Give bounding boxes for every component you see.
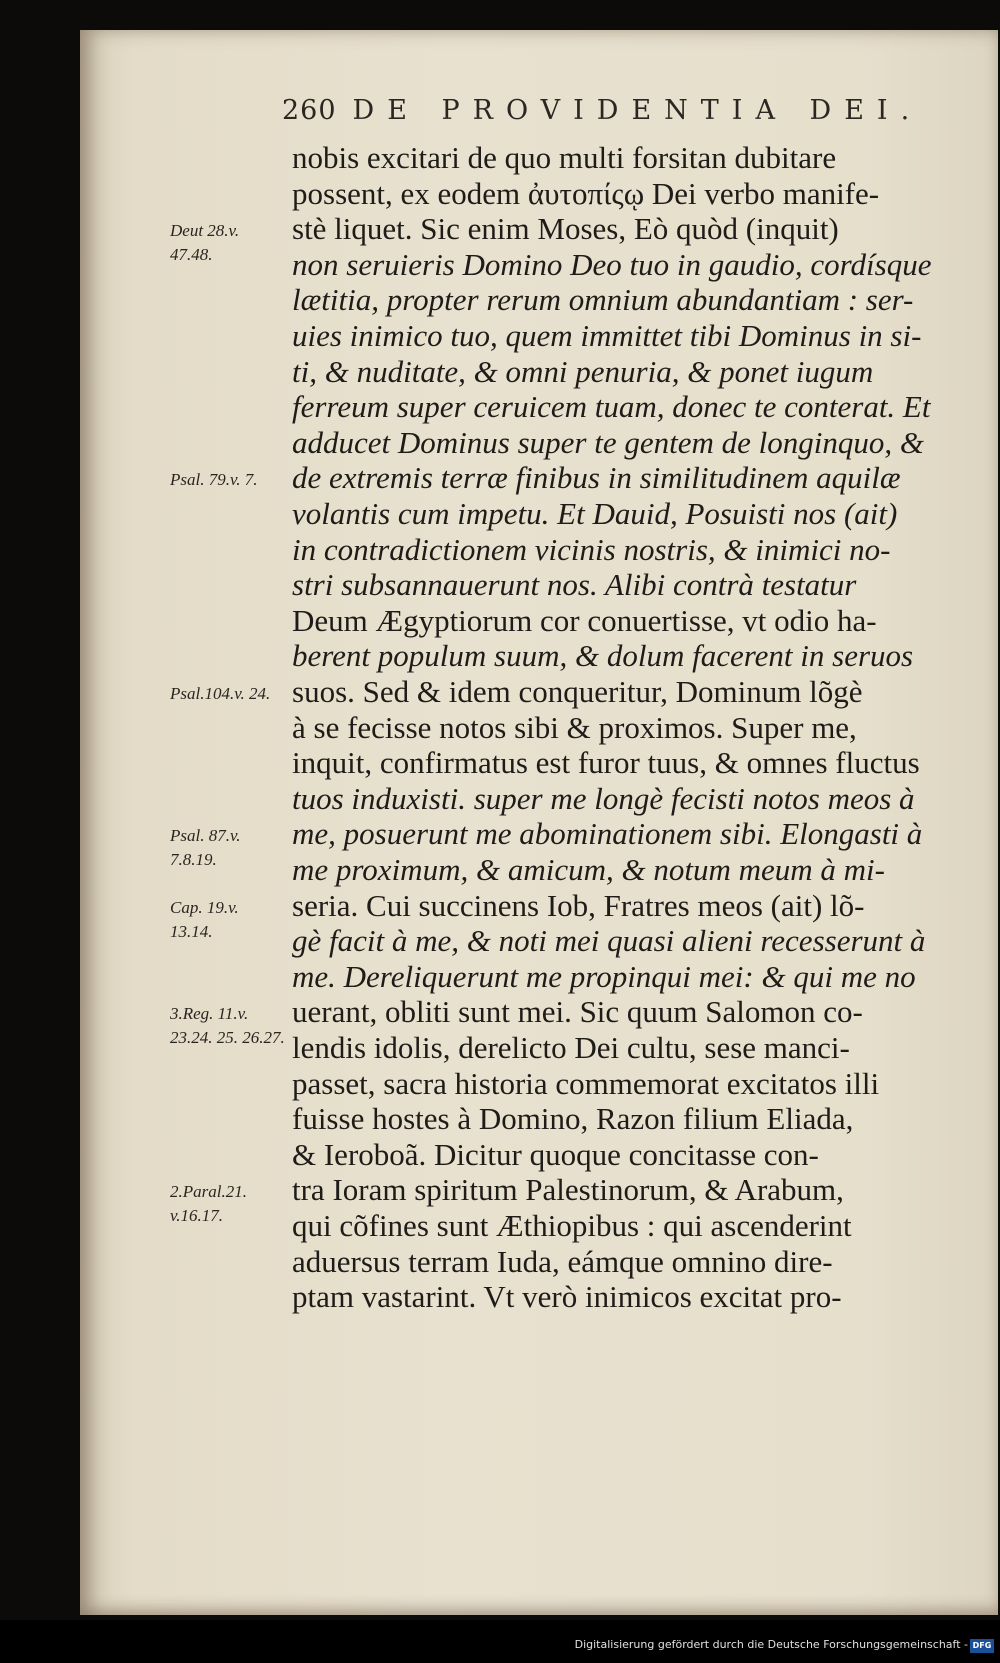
text-line: uies inimico tuo, quem immittet tibi Dominus in si- [292,318,922,353]
text-line: qui cõfines sunt Æthiopibus : qui ascenderint [292,1208,852,1243]
margin-citation: Psal.104.v. 24. [170,684,271,703]
text-line: ptam vastarint. Vt verò inimicos excitat pro- [292,1279,842,1315]
text-line: stè liquet. Sic enim Moses, Eò quòd (inquit) [292,211,839,247]
text-line: fuisse hostes à Domino, Razon filium Eliada, [292,1101,854,1137]
margin-citation: Cap. 19.v. 13.14. [170,897,239,941]
digitization-credit: Digitalisierung gefördert durch die Deutsche Forschungsgemeinschaft - [574,1638,968,1651]
text-line: à se fecisse notos sibi & proximos. Super me, [292,709,857,745]
running-title: DE PROVIDENTIA DEI. [352,95,923,126]
text-line: tra Ioram spiritum Palestinorum, & Arabum, [292,1172,844,1208]
text-line: possent, ex eodem ἀυτοπίςῳ Dei verbo manife- [292,175,880,211]
text-line: inquit, confirmatus est furor tuus, & omnes fluctus [292,745,920,781]
text-line: lætitia, propter rerum omnium abundantiam : ser- [292,282,914,318]
margin-citation: Psal. 87.v. 7.8.19. [170,826,241,870]
margin-citation: 2.Paral.21. v.16.17. [170,1182,247,1226]
text-line: aduersus terram Iuda, eámque omnino dire- [292,1243,833,1279]
text-line: nobis excitari de quo multi forsitan dubitare [292,140,837,175]
margin-citation: Deut 28.v. 47.48. [170,221,240,265]
text-line: tuos induxisti. super me longè fecisti notos meos à [292,780,915,816]
text-line: seria. Cui succinens Iob, Fratres meos (ait) lõ- [292,887,865,923]
text-line: & Ieroboã. Dicitur quoque concitasse con- [292,1136,819,1172]
text-line: me. Dereliquerunt me propinqui mei: & qui me no [292,958,916,994]
text-line: berent populum suum, & dolum facerent in seruos [292,638,914,674]
text-line: volantis cum impetu. Et Dauid, Posuisti nos (ait) [292,496,898,531]
text-line: suos. Sed & idem conqueritur, Dominum lõgè [292,674,863,709]
text-line: me proximum, & amicum, & notum meum à mi- [292,852,885,887]
text-line: ti, & nuditate, & omni penuria, & ponet iugum [292,353,874,389]
text-line: in contradictionem vicinis nostris, & inimici no- [292,531,891,567]
text-line: ferreum super ceruicem tuam, donec te conterat. Et [292,389,931,425]
text-line: de extremis terræ finibus in similitudinem aquilæ [292,460,901,496]
running-header [282,95,923,126]
text-line: stri subsannauerunt nos. Alibi contrà testatur [292,567,857,603]
text-line: gè facit à me, & noti mei quasi alieni recesserunt à [292,923,926,959]
footer-bar [0,1620,1000,1663]
page-number: 260 [282,95,337,126]
text-line: non seruieris Domino Deo tuo in gaudio, cordísque [292,246,932,282]
margin-citation: 3.Reg. 11.v. 23.24. 25. 26.27. [170,1004,285,1048]
dfg-logo: DFG [970,1639,994,1653]
text-line: uerant, obliti sunt mei. Sic quum Salomon co- [292,994,863,1030]
text-line: lendis idolis, derelicto Dei cultu, sese manci- [292,1030,850,1065]
text-line: me, posuerunt me abominationem sibi. Elongasti à [292,816,923,852]
text-line: Deum Ægyptiorum cor conuertisse, vt odio ha- [292,602,877,638]
text-line: passet, sacra historia commemorat excitatos illi [292,1065,880,1101]
text-line: adducet Dominus super te gentem de longinquo, & [292,424,924,460]
margin-citation: Psal. 79.v. 7. [170,470,258,490]
